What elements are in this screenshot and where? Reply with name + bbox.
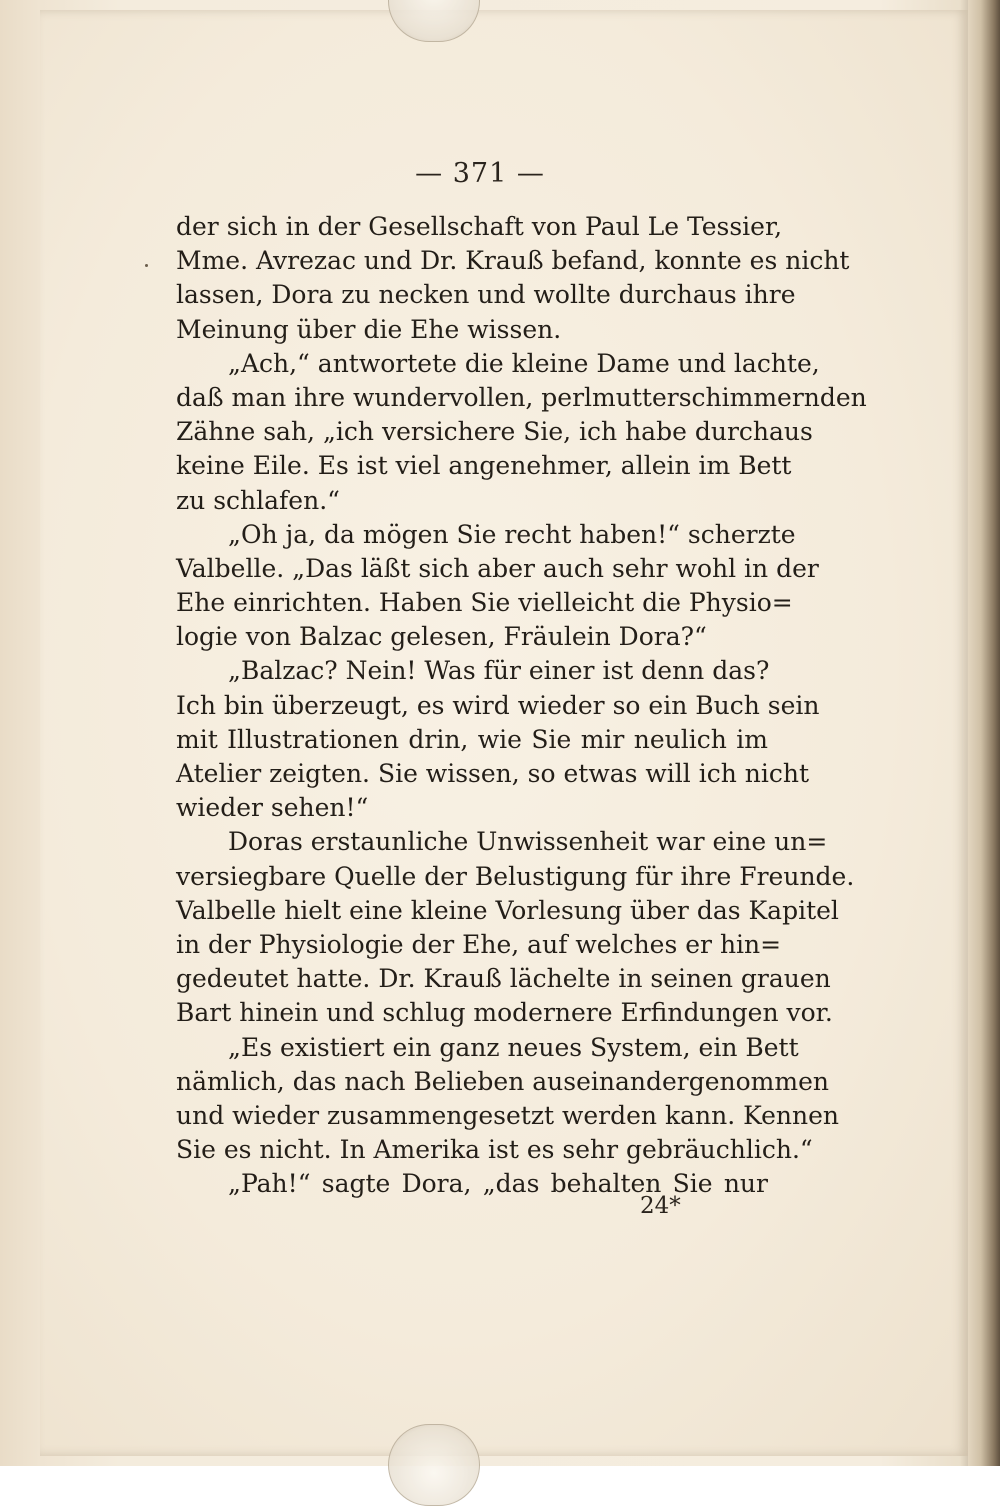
text-line: wieder sehen!“ xyxy=(176,793,369,823)
body-text xyxy=(176,210,867,1201)
text-line: Bart hinein und schlug modernere Erfindungen vor. xyxy=(176,998,833,1028)
text-line: Sie es nicht. In Amerika ist es sehr gebräuchlich.“ xyxy=(176,1135,813,1165)
text-line: nämlich, das nach Belieben auseinandergenommen xyxy=(176,1066,829,1096)
text-line: „Pah!“ sagte Dora, „das behalten Sie nur xyxy=(228,1169,768,1199)
text-line: Doras erstaunliche Unwissenheit war eine un= xyxy=(228,827,828,857)
text-line: Valbelle hielt eine kleine Vorlesung über das Kapitel xyxy=(176,895,839,925)
text-line: Valbelle. „Das läßt sich aber auch sehr wohl in der xyxy=(176,553,819,583)
text-line: Ehe einrichten. Haben Sie vielleicht die Physio= xyxy=(176,588,793,618)
text-line: Atelier zeigten. Sie wissen, so etwas will ich nicht xyxy=(176,759,810,788)
paper-clip-bottom xyxy=(388,1424,480,1506)
text-line: Mme. Avrezac und Dr. Krauß befand, konnte es nicht xyxy=(176,246,850,276)
margin-mark xyxy=(145,264,148,267)
text-line: „Oh ja, da mögen Sie recht haben!“ scherzte xyxy=(228,519,796,549)
signature-mark: 24* xyxy=(640,1193,681,1219)
text-line: „Balzac? Nein! Was für einer ist denn das? xyxy=(228,656,770,686)
text-line: versiegbare Quelle der Belustigung für ihre Freunde. xyxy=(176,861,855,891)
text-line: lassen, Dora zu necken und wollte durchaus ihre xyxy=(176,280,796,310)
text-line: logie von Balzac gelesen, Fräulein Dora?“ xyxy=(176,622,707,652)
text-line: keine Eile. Es ist viel angenehmer, allein im Bett xyxy=(176,451,792,481)
text-line: daß man ihre wundervollen, perlmutterschimmernden xyxy=(176,382,867,412)
page-edge-shadow xyxy=(968,0,1000,1466)
text-line: „Ach,“ antwortete die kleine Dame und lachte, xyxy=(228,348,820,378)
text-line: Zähne sah, „ich versichere Sie, ich habe durchaus xyxy=(176,417,813,447)
text-line: und wieder zusammengesetzt werden kann. Kennen xyxy=(176,1100,840,1130)
page-number: — 371 — xyxy=(415,158,545,189)
text-line: zu schlafen.“ xyxy=(176,485,340,515)
text-line: Meinung über die Ehe wissen. xyxy=(176,314,562,344)
text-line: gedeutet hatte. Dr. Krauß lächelte in seinen grauen xyxy=(176,964,831,994)
text-line: „Es existiert ein ganz neues System, ein Bett xyxy=(228,1032,799,1062)
text-line: der sich in der Gesellschaft von Paul Le Tessier, xyxy=(176,212,783,241)
text-line: mit Illustrationen drin, wie Sie mir neulich im xyxy=(176,724,768,754)
text-line: in der Physiologie der Ehe, auf welches er hin= xyxy=(176,929,782,959)
text-line: Ich bin überzeugt, es wird wieder so ein Buch sein xyxy=(176,690,820,720)
